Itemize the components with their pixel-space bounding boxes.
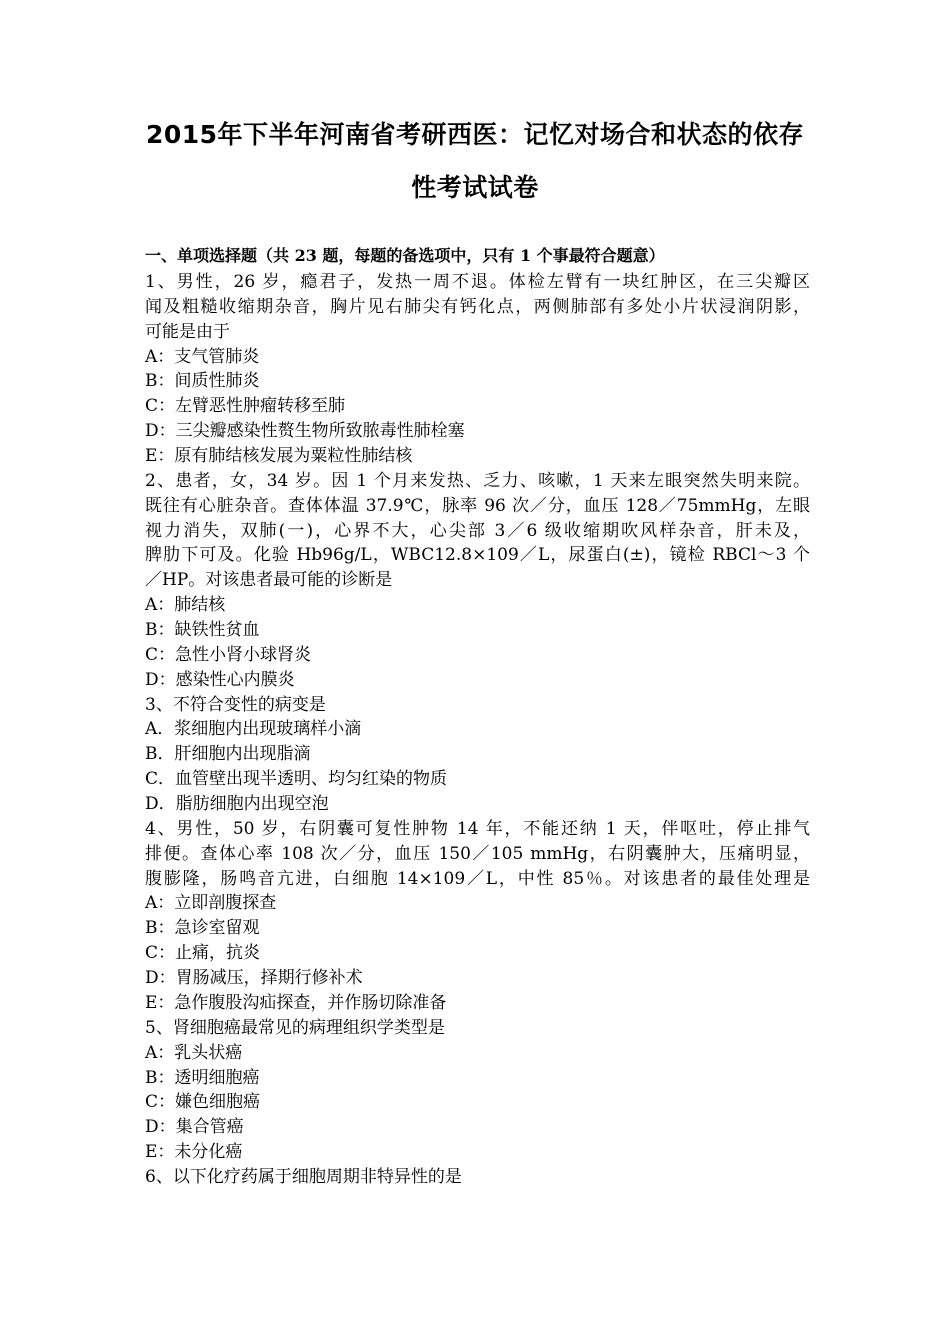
text-line: C：止痛，抗炎 [145, 943, 261, 964]
document-title-line-1: 2015年下半年河南省考研西医：记忆对场合和状态的依存 [145, 120, 805, 149]
text-line: 既往有心脏杂音。查体体温 37.9℃，脉率 96 次／分，血压 128／75mmHg，左眼 [145, 495, 810, 516]
text-line: D．脂肪细胞内出现空泡 [145, 794, 329, 815]
text-line: 排便。查体心率 108 次／分，血压 150／105 mmHg，右阴囊肿大，压痛明显， [145, 843, 810, 864]
text-line: 腹膨隆，肠鸣音亢进，白细胞 14×109／L，中性 85％。对该患者的最佳处理是 [145, 868, 810, 889]
text-line: ／HP。对该患者最可能的诊断是 [145, 570, 393, 591]
text-line: 3、不符合变性的病变是 [145, 694, 326, 715]
text-line: 5、肾细胞癌最常见的病理组织学类型是 [145, 1017, 445, 1038]
text-line: D：胃肠减压，择期行修补术 [145, 968, 363, 989]
text-line: E：未分化癌 [145, 1142, 243, 1163]
document-title-line-2: 性考试试卷 [411, 173, 539, 202]
text-line: A：支气管肺炎 [145, 346, 260, 367]
text-line: E：急作腹股沟疝探查，并作肠切除准备 [145, 992, 447, 1013]
text-line: 4、男性，50 岁，右阴囊可复性肿物 14 年，不能还纳 1 天，伴呕吐，停止排气 [145, 818, 810, 839]
text-line: B：透明细胞癌 [145, 1067, 260, 1088]
text-line: A：肺结核 [145, 595, 226, 616]
text-line: B：急诊室留观 [145, 918, 260, 939]
text-line: B．肝细胞内出现脂滴 [145, 744, 311, 765]
text-line: 视力消失，双肺(一)，心界不大，心尖部 3／6 级收缩期吹风样杂音，肝未及， [145, 520, 810, 541]
text-line: 2、患者，女，34 岁。因 1 个月来发热、乏力、咳嗽，1 天来左眼突然失明来院。 [145, 470, 810, 491]
text-line: C：急性小肾小球肾炎 [145, 644, 312, 665]
text-line: C．血管壁出现半透明、均匀红染的物质 [145, 769, 448, 790]
text-line: 1、男性，26 岁，瘾君子，发热一周不退。体检左臂有一块红肿区，在三尖瓣区 [145, 272, 810, 292]
text-line: E：原有肺结核发展为粟粒性肺结核 [145, 446, 413, 467]
text-line: D：集合管癌 [145, 1117, 244, 1138]
text-line: C：嫌色细胞癌 [145, 1092, 261, 1113]
text-line: 闻及粗糙收缩期杂音，胸片见右肺尖有钙化点，两侧肺部有多处小片状浸润阴影， [145, 296, 810, 317]
text-line: D：三尖瓣感染性赘生物所致脓毒性肺栓塞 [145, 421, 465, 442]
text-line: B：缺铁性贫血 [145, 620, 260, 641]
text-line: A：立即剖腹探查 [145, 893, 277, 914]
text-line: 脾肋下可及。化验 Hb96g/L，WBC12.8×109／L，尿蛋白(±)，镜检 RBCl～3 个 [145, 545, 810, 566]
text-line: A．浆细胞内出现玻璃样小滴 [145, 719, 362, 740]
text-line: 6、以下化疗药属于细胞周期非特异性的是 [145, 1166, 462, 1187]
text-line: C：左臂恶性肿瘤转移至肺 [145, 396, 346, 417]
text-line: 可能是由于 [145, 321, 230, 342]
section-heading: 一、单项选择题（共 23 题，每题的备选项中，只有 1 个事最符合题意） [145, 246, 665, 265]
question-body [145, 270, 810, 1190]
text-line: A：乳头状癌 [145, 1042, 243, 1063]
text-line: B：间质性肺炎 [145, 371, 260, 392]
text-line: D：感染性心内膜炎 [145, 669, 295, 690]
